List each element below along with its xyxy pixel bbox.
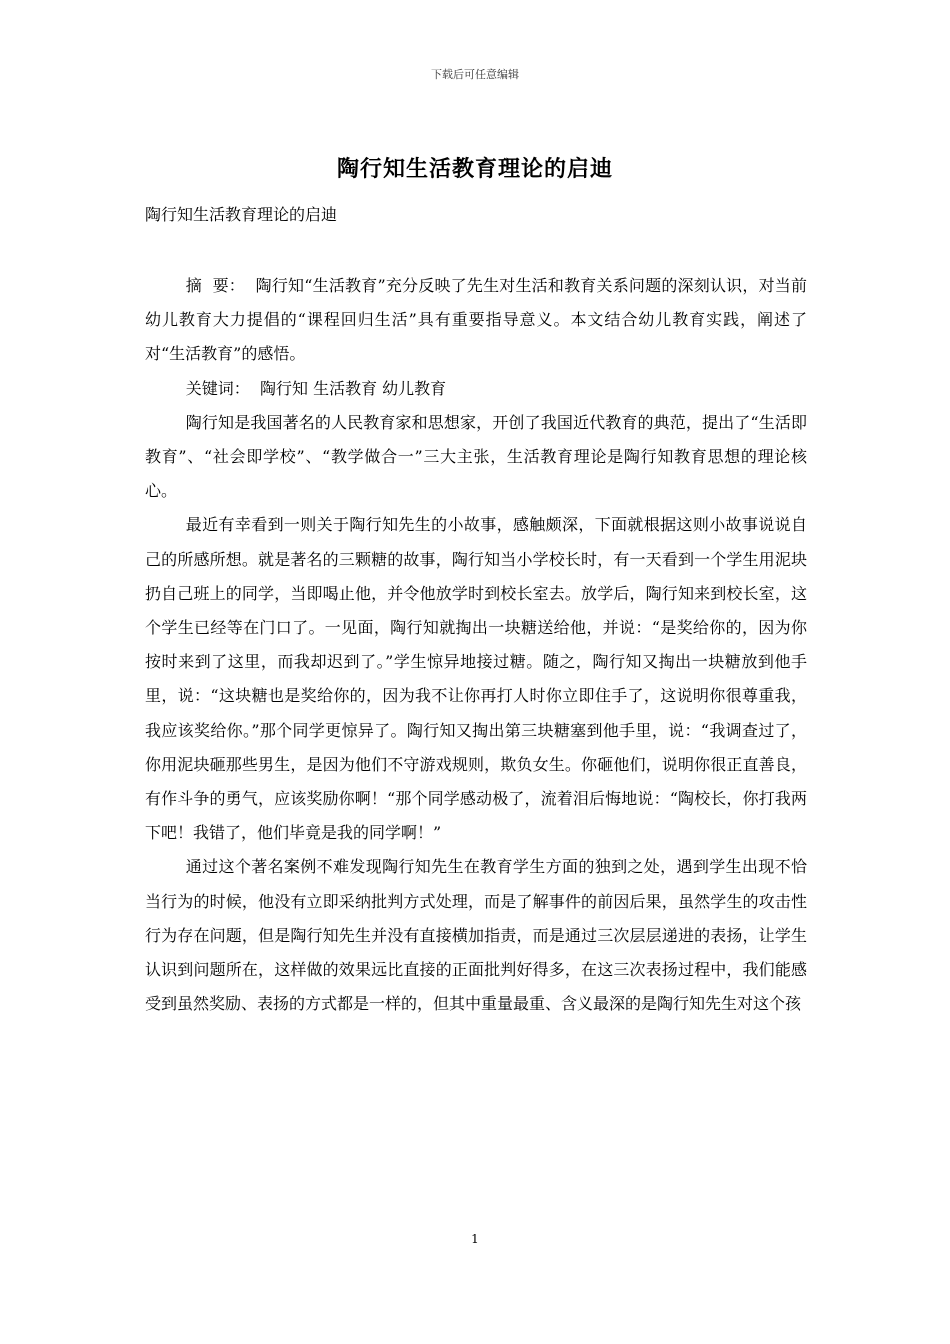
- body-paragraph: 通过这个著名案例不难发现陶行知先生在教育学生方面的独到之处，遇到学生出现不恰当行为的时候，他没有立即采纳批判方式处理，而是了解事件的前因后果，虽然学生的攻击性行为存在问题，但是陶行知先生并没有直接横加指责，而是通过三次层层递进的表扬，让学生认识到问题所在，这样做的效果远比直接的正面批判好得多，在这三次表扬过程中，我们能感受到虽然奖励、表扬的方式都是一样的，但其中重量最重、含义最深的是陶行知先生对这个孩: [145, 857, 807, 1014]
- abstract-label: 摘 要：: [185, 276, 246, 295]
- body-paragraph: 最近有幸看到一则关于陶行知先生的小故事，感触颇深，下面就根据这则小故事说说自己的所感所想。就是著名的三颗糖的故事，陶行知当小学校长时，有一天看到一个学生用泥块扔自己班上的同学，当即喝止他，并令他放学时到校长室去。放学后，陶行知来到校长室，这个学生已经等在门口了。一见面，陶行知就掏出一块糖送给他，并说：“是奖给你的，因为你按时来到了这里，而我却迟到了。”学生惊异地接过糖。随之，陶行知又掏出一块糖放到他手里，说：“这块糖也是奖给你的，因为我不让你再打人时你立即住手了，这说明你很尊重我，我应该奖给你。”那个同学更惊异了。陶行知又掏出第三块糖塞到他手里，说：“我调查过了，你用泥块砸那些男生，是因为他们不守游戏规则，欺负女生。你砸他们，说明你很正直善良，有作斗争的勇气，应该奖励你啊！“那个同学感动极了，流着泪后悔地说：“陶校长，你打我两下吧！我错了，他们毕竟是我的同学啊！”: [145, 515, 807, 843]
- document-title: 陶行知生活教育理论的启迪: [336, 156, 613, 182]
- abstract-text: 陶行知“生活教育”充分反映了先生对生活和教育关系问题的深刻认识，对当前幼儿教育大力提倡的“课程回归生活”具有重要指导意义。本文结合幼儿教育实践，阐述了对“生活教育”的感悟。: [145, 276, 807, 364]
- keywords-text: 陶行知 生活教育 幼儿教育: [259, 378, 447, 398]
- abstract-paragraph: [145, 269, 807, 372]
- document-body: [145, 269, 807, 1021]
- body-paragraph: 陶行知是我国著名的人民教育家和思想家，开创了我国近代教育的典范，提出了“生活即教育”、“社会即学校”、“教学做合一”三大主张，生活教育理论是陶行知教育思想的理论核心。: [145, 412, 807, 501]
- keywords-paragraph: [145, 372, 807, 406]
- document-subtitle: 陶行知生活教育理论的启迪: [145, 205, 338, 224]
- keywords-label: 关键词：: [185, 378, 250, 398]
- page-number: 1: [471, 1232, 479, 1246]
- page-header: 下载后可任意编辑: [431, 68, 519, 81]
